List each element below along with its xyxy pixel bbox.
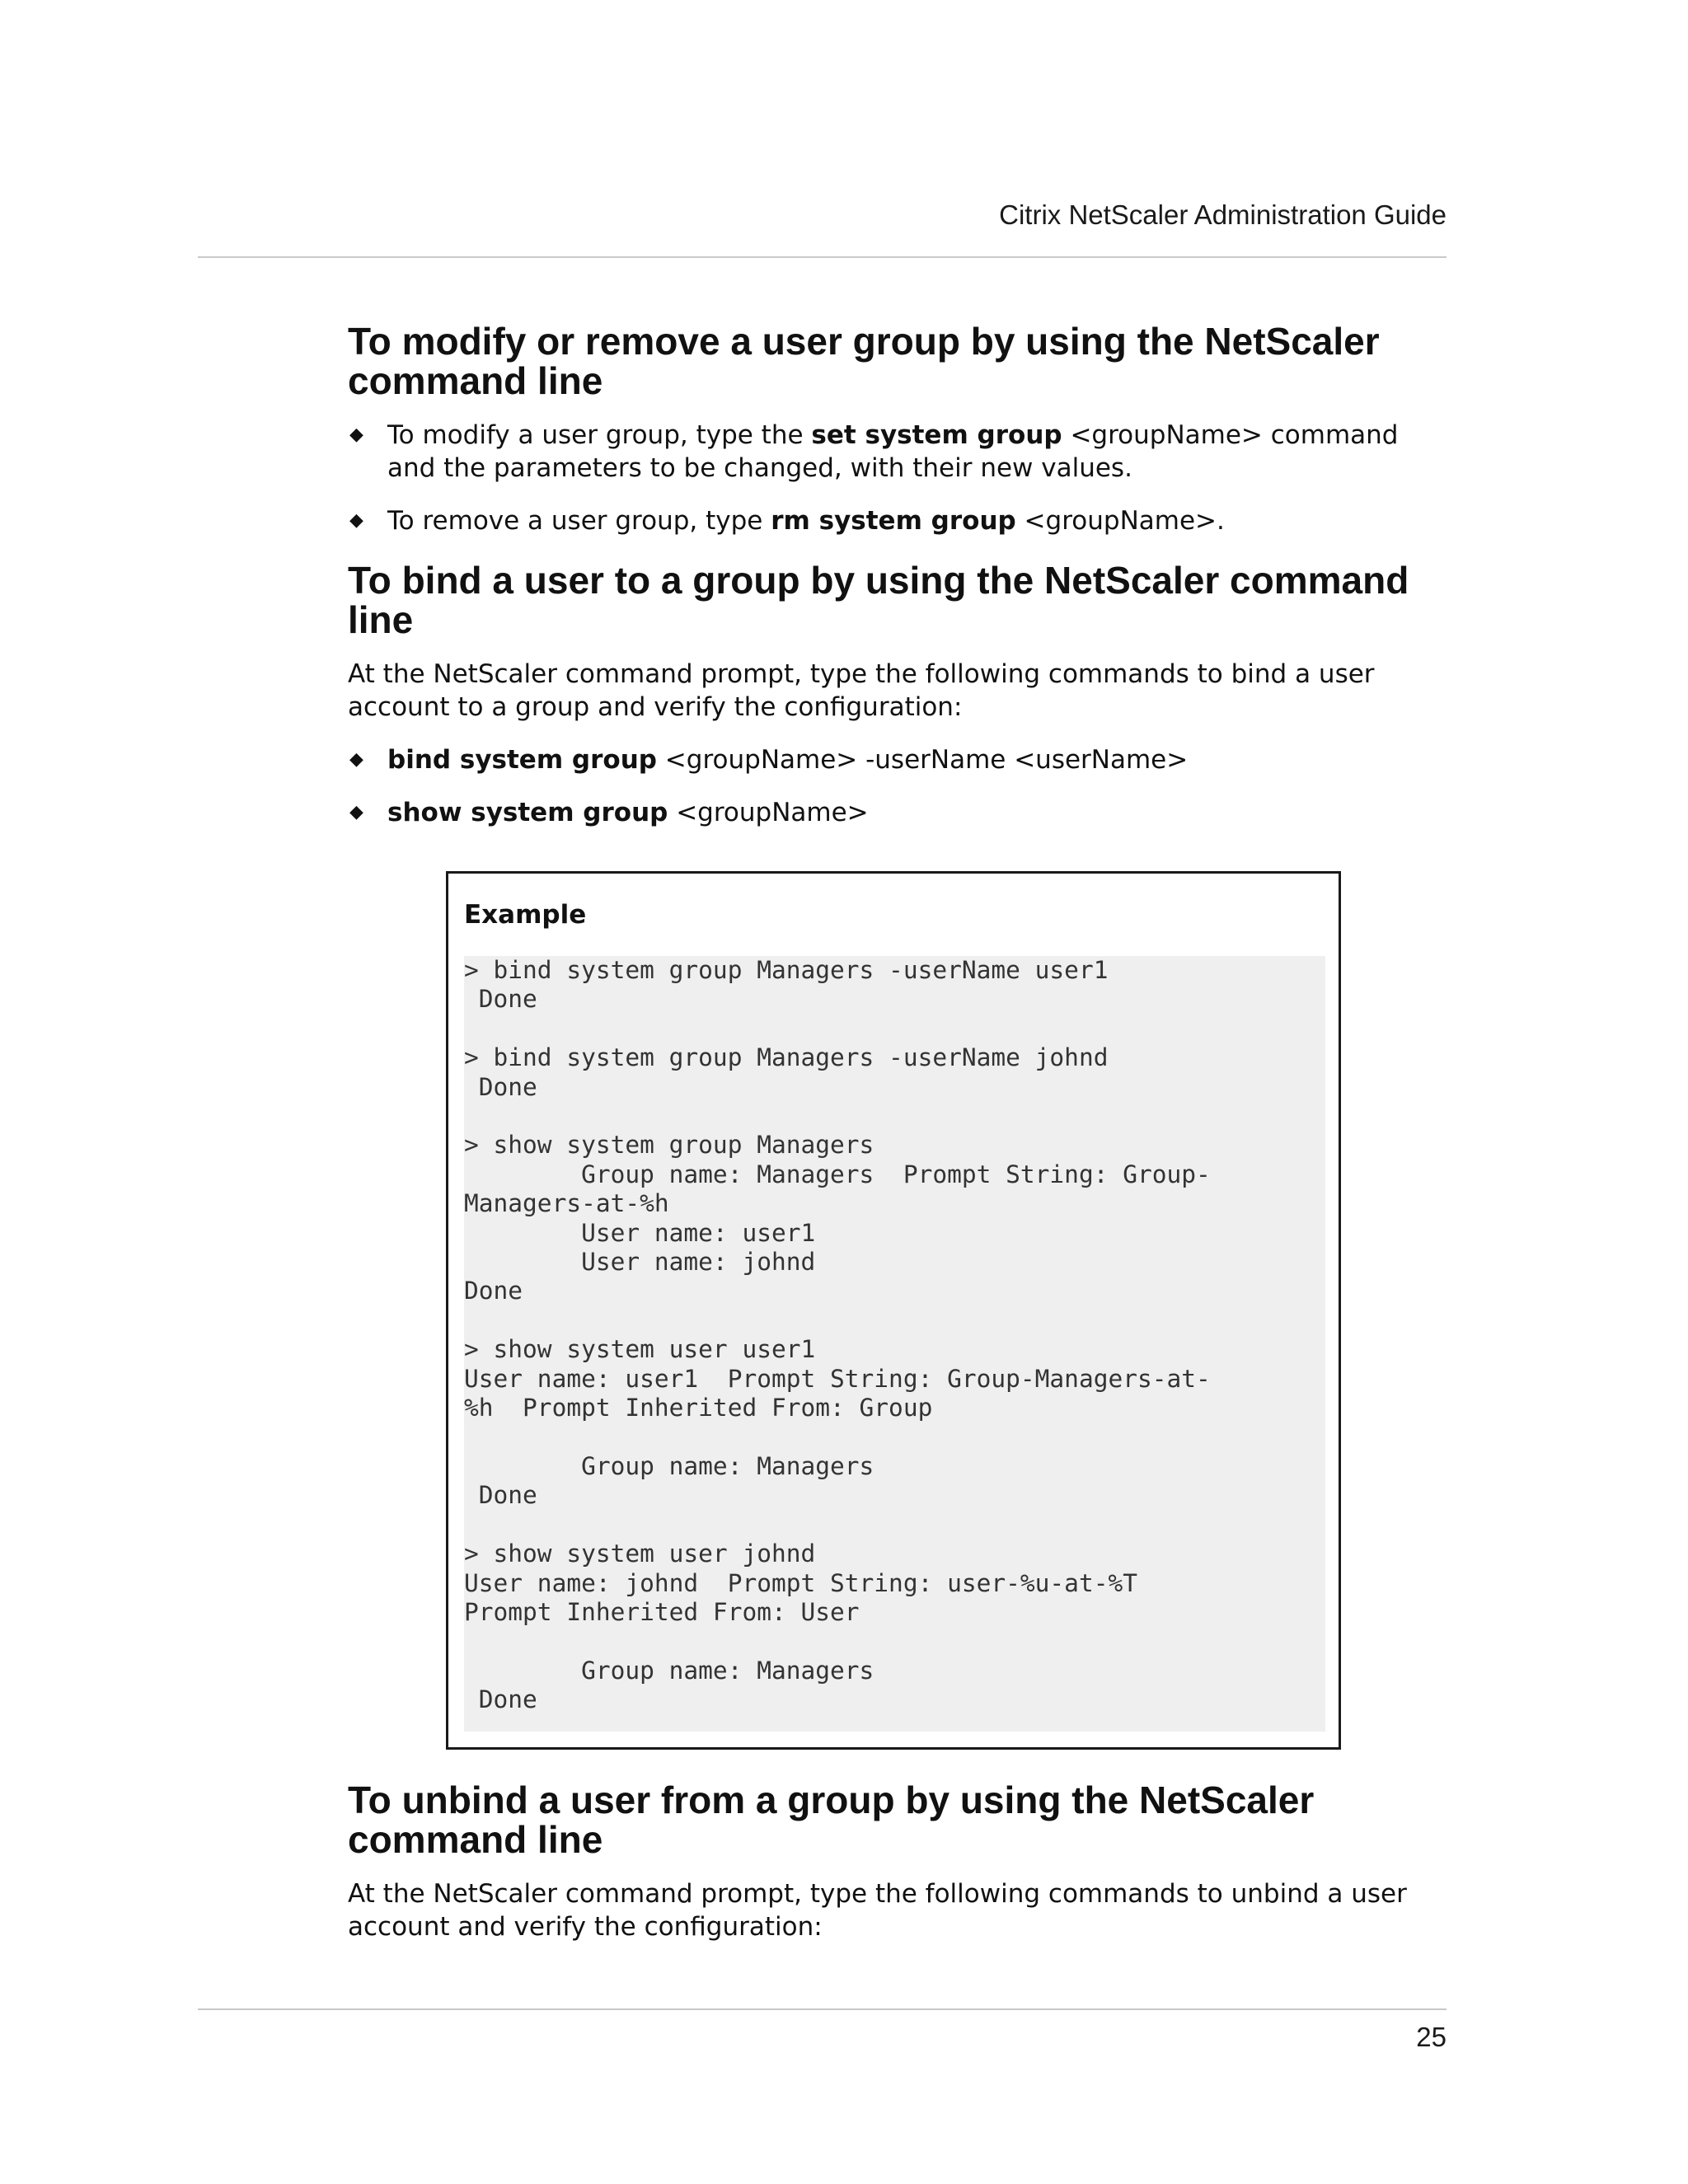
example-box (446, 871, 1341, 1750)
running-header: Citrix NetScaler Administration Guide (999, 199, 1447, 230)
section-heading-unbind: To unbind a user from a group by using the NetScaler command line (348, 1779, 1315, 1861)
command-name: show system group (387, 798, 668, 827)
bind-intro: At the NetScaler command prompt, type the following commands to bind a user account to a group and verify the configuration: (348, 659, 1375, 722)
section-heading-bind: To bind a user to a group by using the NetScaler command line (348, 559, 1409, 641)
list-item: ◆ bind system group <groupName> -userName <userName> (349, 745, 1189, 775)
section-heading-modify-remove: To modify or remove a user group by using the NetScaler command line (348, 320, 1380, 402)
unbind-section (348, 1780, 1447, 1943)
diamond-bullet-icon: ◆ (349, 802, 363, 823)
header-rule (198, 256, 1447, 258)
list-item: ◆ show system group <groupName> (349, 798, 869, 827)
diamond-bullet-icon: ◆ (349, 749, 363, 770)
unbind-intro: At the NetScaler command prompt, type the following commands to unbind a user account and verify the configuration: (348, 1879, 1407, 1942)
main-content (348, 321, 1447, 829)
modify-remove-list (348, 419, 1447, 537)
command-name: rm system group (771, 506, 1016, 536)
bind-command-list (348, 743, 1447, 829)
example-title: Example (464, 900, 587, 930)
page-number: 25 (1416, 2022, 1447, 2052)
code-block: > bind system group Managers -userName user1 Done > bind system group Managers -userName johnd Done > show system group Managers Group name: Managers Prompt String: Group- Managers-at-%h User name: user1 User name: johnd Done > show system user user1 User name: user1 Prompt String: Group-Managers-at- %h Prompt Inherited From: Group Group name: Managers Done > show system user johnd User name: johnd Prompt String: user-%u-at-%T Prompt Inherited From: User Group name: Managers Done (464, 956, 1325, 1732)
diamond-bullet-icon: ◆ (349, 424, 363, 445)
list-item: ◆ To remove a user group, type rm system group <groupName>. (349, 506, 1225, 536)
footer-rule (198, 2008, 1447, 2010)
command-name: set system group (811, 420, 1062, 450)
diamond-bullet-icon: ◆ (349, 510, 363, 531)
list-item: ◆ To modify a user group, type the set system group <groupName> command and the parameters to be changed, with their new values. (349, 420, 1399, 483)
command-name: bind system group (387, 745, 657, 775)
